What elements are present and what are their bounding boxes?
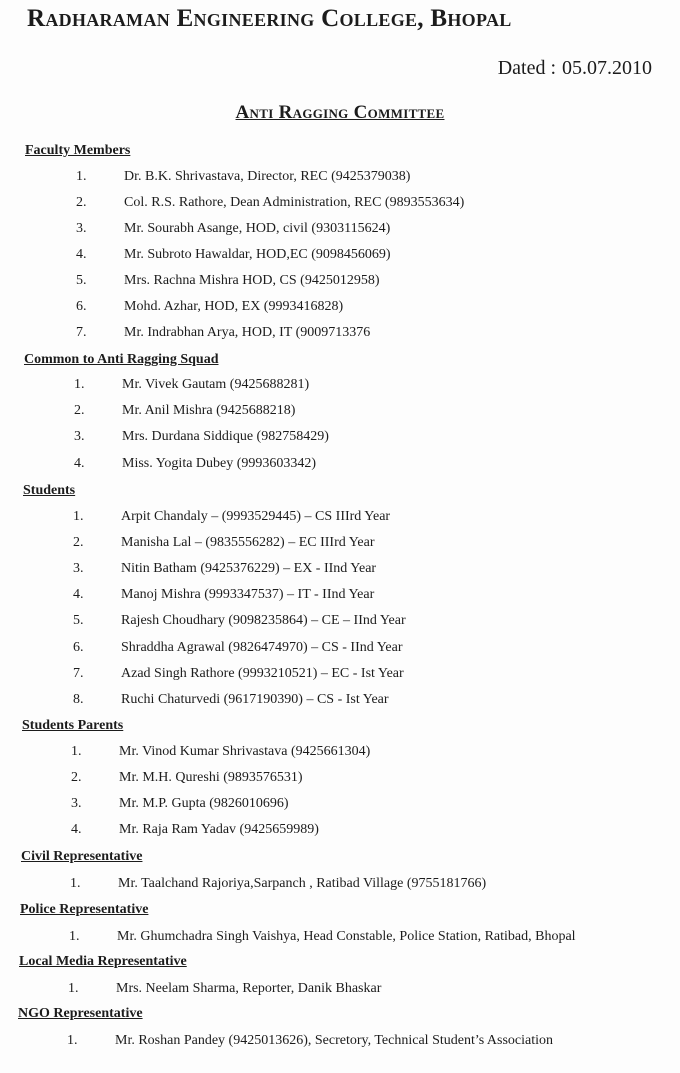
item-text: Manoj Mishra (9993347537) – IT - IInd Year xyxy=(121,587,375,602)
item-text: Dr. B.K. Shrivastava, Director, REC (9425379038) xyxy=(124,169,411,184)
item-text: Mr. Ghumchadra Singh Vaishya, Head Constable, Police Station, Ratibad, Bhopal xyxy=(117,929,576,944)
item-number: 2. xyxy=(71,770,82,785)
section-title-civil: Civil Representative xyxy=(21,849,143,864)
date-label: Dated : xyxy=(497,57,556,79)
item-text: Manisha Lal – (9835556282) – EC IIIrd Year xyxy=(121,535,375,550)
item-text: Mr. Taalchand Rajoriya,Sarpanch , Ratibad Village (9755181766) xyxy=(118,876,487,891)
item-number: 4. xyxy=(73,587,84,602)
item-text: Azad Singh Rathore (9993210521) – EC - Ist Year xyxy=(121,666,404,681)
item-number: 4. xyxy=(71,822,82,837)
item-number: 1. xyxy=(68,981,79,996)
section-title-parents: Students Parents xyxy=(22,718,124,733)
date-line xyxy=(498,57,652,80)
item-number: 2. xyxy=(76,195,87,210)
item-text: Mr. Roshan Pandey (9425013626), Secretory, Technical Student’s Association xyxy=(115,1033,554,1048)
item-text: Miss. Yogita Dubey (9993603342) xyxy=(122,456,317,471)
item-number: 1. xyxy=(71,744,82,759)
item-text: Mr. Subroto Hawaldar, HOD,EC (9098456069) xyxy=(124,247,391,262)
college-name: Radharaman Engineering College, Bhopal xyxy=(27,5,512,32)
item-number: 2. xyxy=(74,403,85,418)
item-number: 2. xyxy=(73,535,84,550)
section-title-ngo: NGO Representative xyxy=(18,1006,143,1021)
item-number: 1. xyxy=(69,929,80,944)
section-title-students: Students xyxy=(23,483,76,498)
section-title-police: Police Representative xyxy=(20,902,149,917)
item-number: 3. xyxy=(71,796,82,811)
committee-title: Anti Ragging Committee xyxy=(235,102,445,123)
item-number: 3. xyxy=(74,429,85,444)
item-number: 8. xyxy=(73,692,84,707)
item-text: Mr. Anil Mishra (9425688218) xyxy=(122,403,296,418)
item-text: Mrs. Neelam Sharma, Reporter, Danik Bhaskar xyxy=(116,981,382,996)
item-text: Mr. Indrabhan Arya, HOD, IT (9009713376 xyxy=(124,325,371,340)
item-text: Mr. Raja Ram Yadav (9425659989) xyxy=(119,822,319,837)
item-number: 3. xyxy=(73,561,84,576)
section-title-faculty: Faculty Members xyxy=(25,143,131,158)
item-text: Ruchi Chaturvedi (9617190390) – CS - Ist Year xyxy=(121,692,389,707)
item-number: 6. xyxy=(73,640,84,655)
item-text: Nitin Batham (9425376229) – EX - IInd Year xyxy=(121,561,377,576)
item-text: Col. R.S. Rathore, Dean Administration, REC (9893553634) xyxy=(124,195,465,210)
item-text: Rajesh Choudhary (9098235864) – CE – IInd Year xyxy=(121,613,406,628)
item-text: Arpit Chandaly – (9993529445) – CS IIIrd Year xyxy=(121,509,391,524)
item-text: Mrs. Durdana Siddique (982758429) xyxy=(122,429,329,444)
item-text: Mohd. Azhar, HOD, EX (9993416828) xyxy=(124,299,344,314)
item-number: 1. xyxy=(67,1033,78,1048)
item-text: Mr. Vivek Gautam (9425688281) xyxy=(122,377,310,392)
item-number: 6. xyxy=(76,299,87,314)
item-number: 1. xyxy=(74,377,85,392)
section-title-squad: Common to Anti Ragging Squad xyxy=(24,352,219,367)
item-text: Mr. M.P. Gupta (9826010696) xyxy=(119,796,289,811)
item-number: 1. xyxy=(73,509,84,524)
item-number: 1. xyxy=(76,169,87,184)
item-number: 5. xyxy=(76,273,87,288)
item-number: 1. xyxy=(70,876,81,891)
item-number: 3. xyxy=(76,221,87,236)
item-text: Mr. M.H. Qureshi (9893576531) xyxy=(119,770,303,785)
date-value: 05.07.2010 xyxy=(562,57,652,79)
section-title-media: Local Media Representative xyxy=(19,954,187,969)
item-number: 7. xyxy=(76,325,87,340)
item-text: Mrs. Rachna Mishra HOD, CS (9425012958) xyxy=(124,273,380,288)
item-number: 4. xyxy=(76,247,87,262)
item-text: Mr. Sourabh Asange, HOD, civil (9303115624) xyxy=(124,221,391,236)
item-number: 5. xyxy=(73,613,84,628)
item-text: Shraddha Agrawal (9826474970) – CS - IInd Year xyxy=(121,640,403,655)
item-text: Mr. Vinod Kumar Shrivastava (9425661304) xyxy=(119,744,371,759)
item-number: 7. xyxy=(73,666,84,681)
item-number: 4. xyxy=(74,456,85,471)
